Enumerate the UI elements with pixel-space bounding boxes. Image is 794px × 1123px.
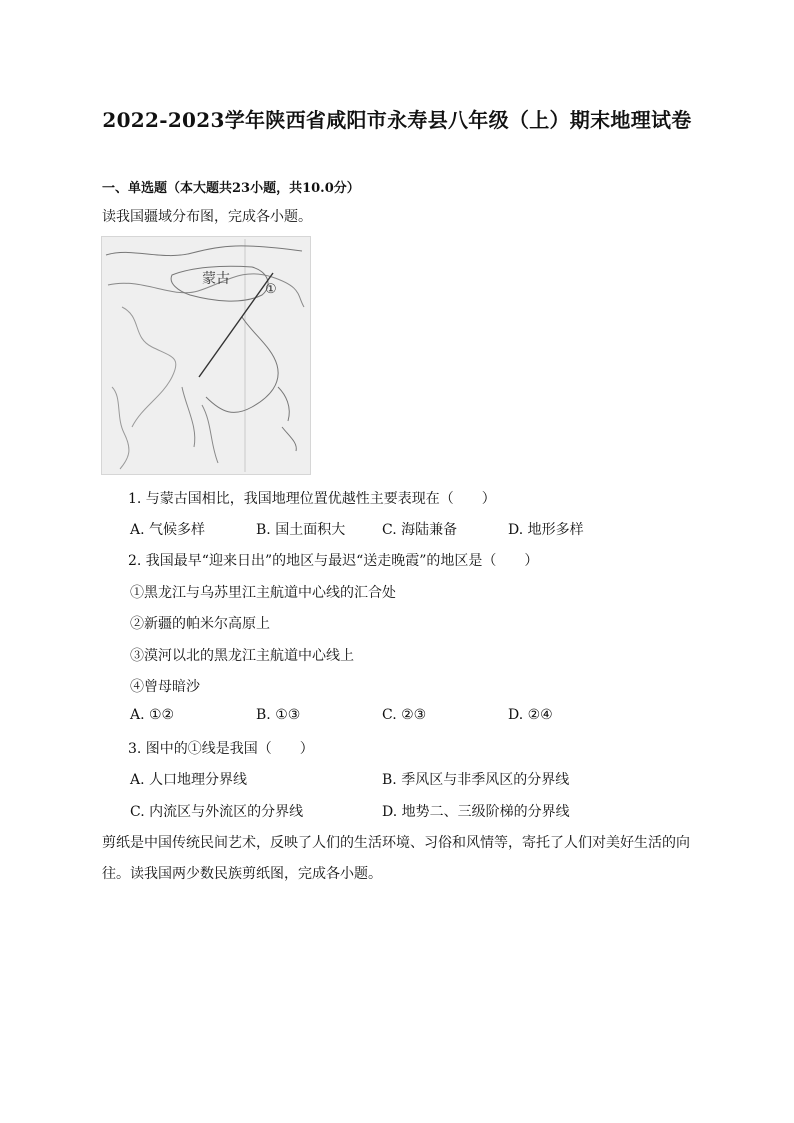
question-3-stem: 3. 图中的①线是我国（ ） [128,741,314,757]
q2-option-c[interactable]: C. ②③ [382,707,427,723]
section-heading: 一、单选题（本大题共23小题，共10.0分） [102,181,360,196]
question-2-stem: 2. 我国最早“迎来日出”的地区与最迟“送走晚霞”的地区是（ ） [128,553,539,569]
q3-option-b[interactable]: B. 季风区与非季风区的分界线 [382,772,570,788]
q1-option-d[interactable]: D. 地形多样 [508,522,584,538]
q1-option-c[interactable]: C. 海陆兼备 [382,522,458,538]
q1-option-a[interactable]: A. 气候多样 [130,522,206,538]
q2-option-a[interactable]: A. ①② [130,707,175,723]
q2-item-3: ③漠河以北的黑龙江主航道中心线上 [130,648,354,664]
map-label-line: ① [265,282,277,297]
q2-item-4: ④曾母暗沙 [130,679,200,695]
q3-option-d[interactable]: D. 地势二、三级阶梯的分界线 [382,804,570,820]
papercut-intro-line-2: 往。读我国两少数民族剪纸图，完成各小题。 [102,866,382,882]
question-1-stem: 1. 与蒙古国相比，我国地理位置优越性主要表现在（ ） [128,491,496,507]
papercut-intro-line-1: 剪纸是中国传统民间艺术，反映了人们的生活环境、习俗和风情等，寄托了人们对美好生活的向 [102,835,690,851]
intro-text: 读我国疆域分布图，完成各小题。 [102,209,312,225]
q2-item-1: ①黑龙江与乌苏里江主航道中心线的汇合处 [130,585,396,601]
page-title: 2022-2023学年陕西省咸阳市永寿县八年级（上）期末地理试卷 [102,108,692,132]
q2-item-2: ②新疆的帕米尔高原上 [130,616,270,632]
q2-option-b[interactable]: B. ①③ [256,707,301,723]
q2-option-d[interactable]: D. ②④ [508,707,553,723]
q1-option-b[interactable]: B. 国土面积大 [256,522,346,538]
territory-map-image [101,236,311,475]
map-label-mongolia: 蒙古 [202,271,230,287]
q3-option-c[interactable]: C. 内流区与外流区的分界线 [130,804,304,820]
q3-option-a[interactable]: A. 人口地理分界线 [130,772,248,788]
map-drawing [102,237,310,474]
